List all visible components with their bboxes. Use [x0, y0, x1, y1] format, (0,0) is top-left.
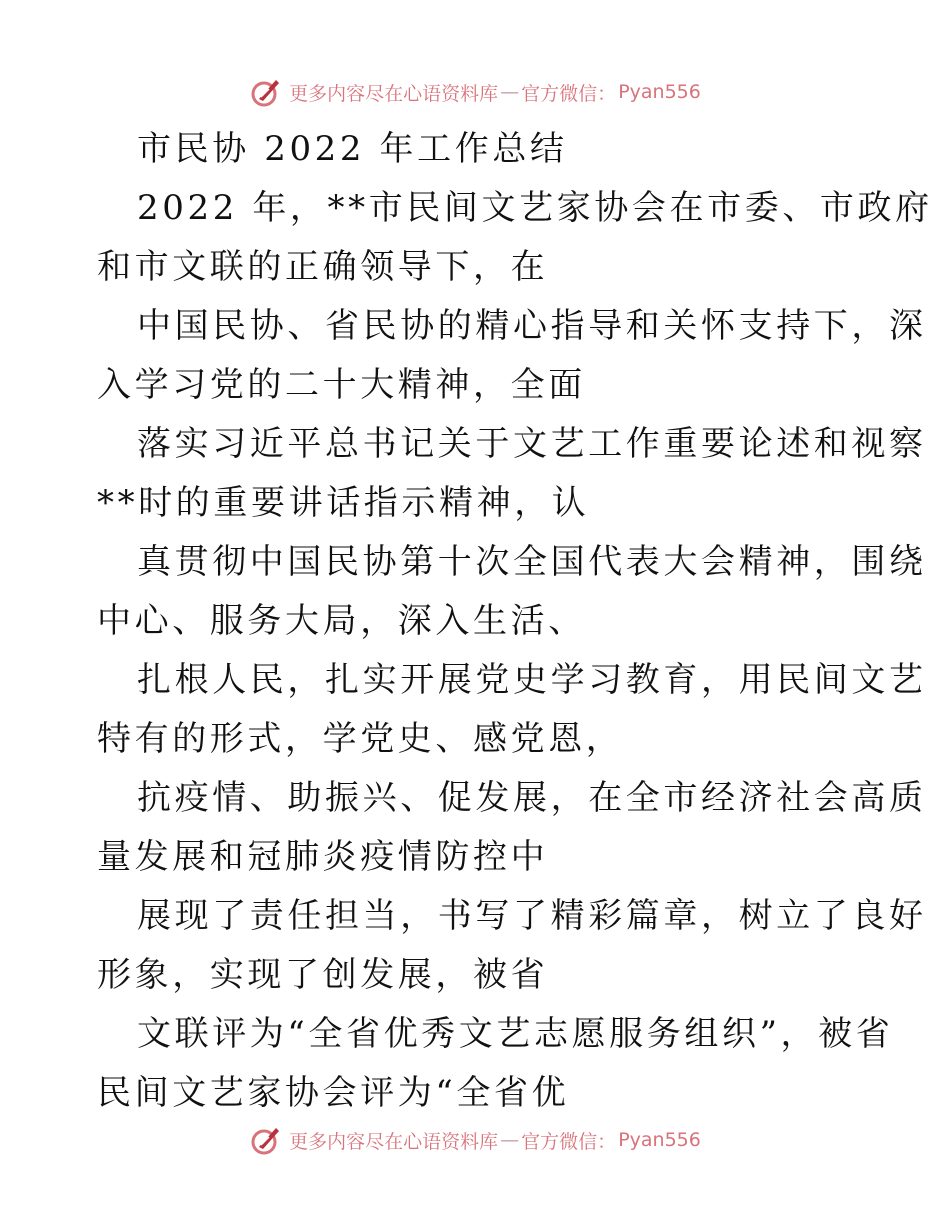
paragraph-line: 真贯彻中国民协第十次全国代表大会精神，围绕	[137, 542, 927, 582]
paragraph-line: 扎根人民，扎实开展党史学习教育，用民间文艺	[137, 660, 927, 700]
document-body	[97, 120, 933, 1123]
paragraph-line: 2022 年，**市民间文艺家协会在市委、市政府	[137, 188, 933, 228]
paragraph-line: 落实习近平总书记关于文艺工作重要论述和视察	[137, 424, 927, 464]
paragraph-line: 和市文联的正确领导下，在	[97, 247, 549, 287]
paragraph-line: 展现了责任担当，书写了精彩篇章，树立了良好	[137, 896, 927, 936]
paragraph-line: 抗疫情、助振兴、促发展，在全市经济社会高质	[137, 778, 927, 818]
paragraph-line: 特有的形式，学党史、感党恩，	[97, 719, 624, 759]
paragraph-line: 形象，实现了创发展，被省	[97, 955, 549, 995]
watermark-text: 更多内容尽在心语资料库	[289, 1130, 499, 1153]
watermark-dash: —	[500, 81, 520, 103]
paragraph-line: 中心、服务大局，深入生活、	[97, 601, 586, 641]
paragraph-line: 入学习党的二十大精神，全面	[97, 365, 586, 405]
watermark-text: 更多内容尽在心语资料库	[289, 82, 499, 105]
document-title: 市民协 2022 年工作总结	[137, 129, 568, 169]
watermark-wechat-id: Pyan556	[618, 1129, 701, 1151]
watermark-wechat-id: Pyan556	[618, 81, 701, 103]
quill-logo-icon	[249, 1123, 283, 1157]
watermark-label: 官方微信：	[521, 1130, 617, 1153]
paragraph-line: 民间文艺家协会评为“全省优	[97, 1073, 570, 1113]
watermark-dash: —	[500, 1129, 520, 1151]
header-watermark	[0, 72, 950, 112]
footer-watermark	[0, 1120, 950, 1160]
paragraph-line: 量发展和冠肺炎疫情防控中	[97, 837, 549, 877]
watermark-label: 官方微信：	[521, 82, 617, 105]
quill-logo-icon	[249, 75, 283, 109]
paragraph-line: 文联评为“全省优秀文艺志愿服务组织”，被省	[137, 1014, 894, 1054]
paragraph-line: **时的重要讲话指示精神，认	[97, 483, 590, 523]
paragraph-line: 中国民协、省民协的精心指导和关怀支持下，深	[137, 306, 927, 346]
